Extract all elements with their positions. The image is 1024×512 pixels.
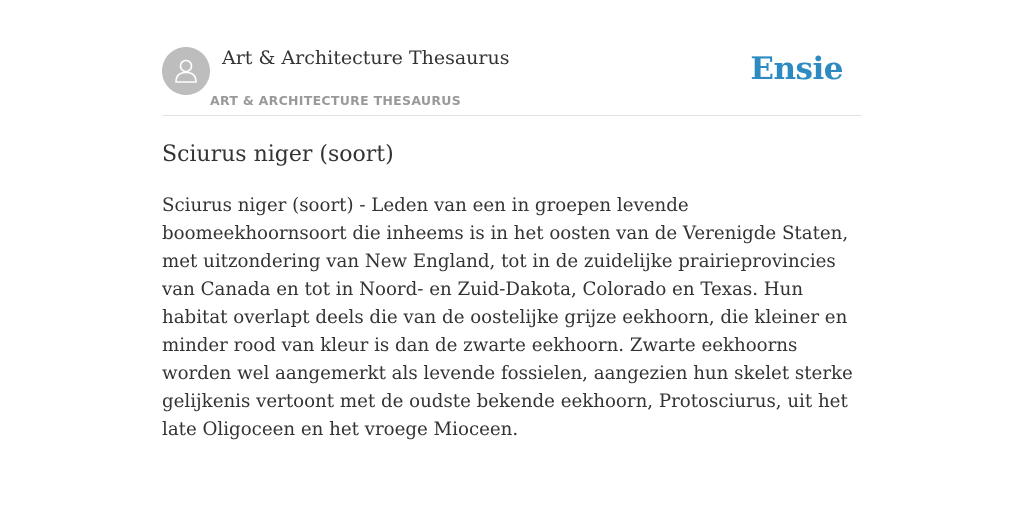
brand-logo[interactable]: Ensie xyxy=(750,51,843,87)
source-label[interactable]: ART & ARCHITECTURE THESAURUS xyxy=(210,93,462,108)
user-icon xyxy=(171,56,201,86)
entry-body: Sciurus niger (soort) - Leden van een in groepen levende boomeekhoornsoort die inheems is in het oosten van de Verenigde Staten, met uitzondering van New England, tot in de zuidelijke prairieprovincies van Canada en tot in Noord- en Zuid-Dakota, Colorado en Texas. Hun habitat overlapt deels die van de oostelijke grijze eekhoorn, die kleiner en minder rood van kleur is dan de zwarte eekhoorn. Zwarte eekhoorns worden wel aangemerkt als levende fossielen, aangezien hun skelet sterke gelijkenis vertoont met de oudste bekende eekhoorn, Protosciurus, uit het late Oligoceen en het vroege Mioceen. xyxy=(162,195,853,440)
author-avatar[interactable] xyxy=(162,47,210,95)
entry-title: Sciurus niger (soort) xyxy=(162,142,394,167)
entry-header xyxy=(162,0,862,116)
author-name[interactable]: Art & Architecture Thesaurus xyxy=(222,47,510,69)
content-container xyxy=(162,0,862,440)
